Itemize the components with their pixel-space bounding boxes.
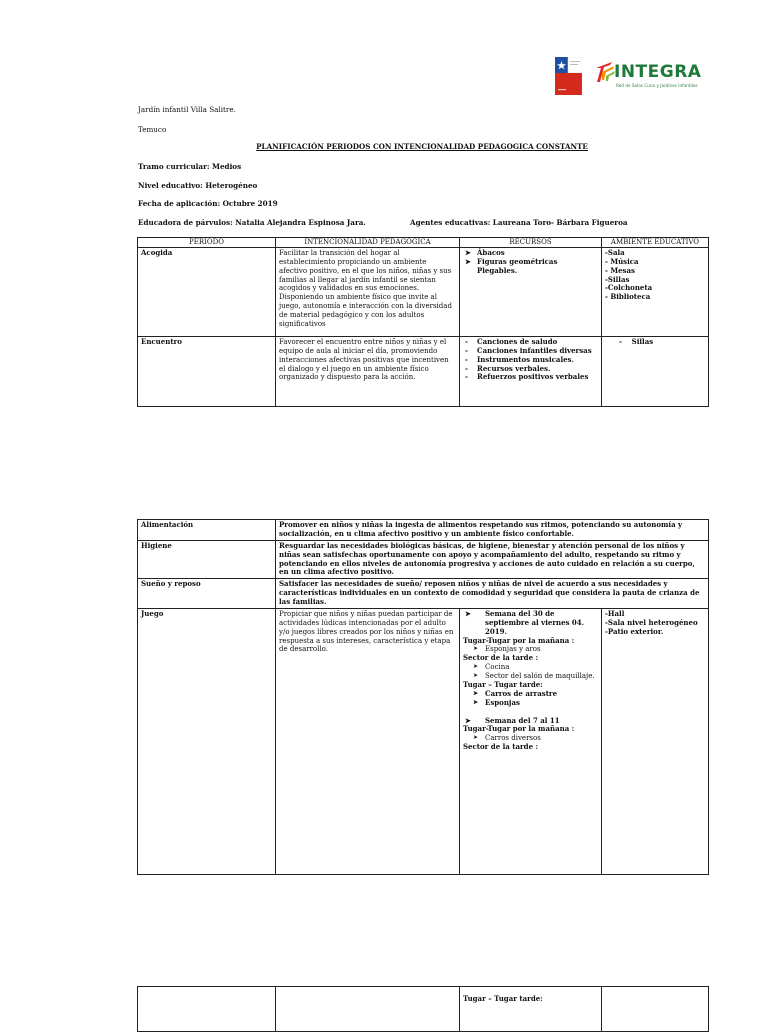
intencion-encuentro: Favorecer el encuentro entre niños y niñas y el equipo de aula al iniciar el día, promoviendo interacciones afectivas positivas que incentiven el dialogo y el juego en un ambiente físico organizado y dispuesto para la acción. (276, 336, 460, 406)
header-periodo: PERIODO (138, 238, 276, 248)
intencion-cell (276, 987, 460, 1032)
agentes-educativas: Agentes educativas: Laureana Toro- Bárbara Figueroa (410, 218, 628, 227)
ambiente-item: - Mesas (605, 265, 635, 275)
ambiente-encuentro: - Sillas (602, 336, 709, 406)
intencion-alimentacion: Promover en niños y niñas la ingesta de alimentos respetando sus ritmos, potenciando su autonomía y socialización, en u clima afectivo positivo y un ambiente físico confortable. (276, 520, 709, 541)
table-header-row (138, 238, 709, 248)
periodo-alimentacion: Alimentación (138, 520, 276, 541)
ambiente-item: -Colchoneta (605, 283, 653, 293)
table-row-sueno (138, 579, 709, 609)
recursos-encuentro (460, 336, 602, 406)
recurso-item: ➤ Carros diversos (463, 734, 598, 743)
educadora: Educadora de párvulos: Natalia Alejandra Espinosa Jara. (138, 218, 366, 227)
table-periodos-3 (137, 986, 709, 1032)
periodo-cell (138, 987, 276, 1032)
recurso-item: - Recursos verbales. (463, 365, 598, 374)
table-periodos-1 (137, 237, 709, 407)
header-intencionalidad: INTENCIONALIDAD PEDAGOGICA (276, 238, 460, 248)
school-name: Jardín infantil Villa Salitre. (138, 105, 236, 114)
recursos-acogida (460, 247, 602, 336)
periodo-higiene: Higiene (138, 540, 276, 579)
recursos-juego (460, 608, 602, 874)
intencion-higiene: Resguardar las necesidades biológicas básicas, de higiene, bienestar y atención personal de los niños y niñas sean satisfechas oportunamente con apoyo y acompañamiento del adulto, respetando su ritmo y potenciando en ellos niveles de autonomía progresiva y acciones de auto cuidado en relación a su cuerpo, en un clima afectivo positivo. (276, 540, 709, 579)
nivel-educativo: Nivel educativo: Heterogéneo (138, 181, 258, 190)
tugar-manana-label: Tugar-Tugar por la mañana : (463, 724, 575, 734)
ambiente-item: - Música (605, 256, 639, 266)
fecha-aplicacion: Fecha de aplicación: Octubre 2019 (138, 199, 278, 208)
recurso-item: ➤ Cocina (463, 663, 598, 672)
periodo-juego: Juego (138, 608, 276, 874)
table-row-acogida (138, 247, 709, 336)
header-recursos: RECURSOS (460, 238, 602, 248)
integra-logo (594, 60, 704, 94)
recurso-item: - Instrumentos musicales. (463, 356, 598, 365)
recurso-item: - Canciones de saludo (463, 338, 598, 347)
document-title: PLANIFICACIÓN PERIODOS CON INTENCIONALIDAD PEDAGOGICA CONSTANTE (256, 142, 588, 151)
table-periodos-2 (137, 519, 709, 875)
ambiente-item: -Sala nivel heterogéneo (605, 617, 698, 627)
recursos-continuation: Tugar – Tugar tarde: (460, 987, 602, 1032)
ambiente-juego (602, 608, 709, 874)
tramo-curricular: Tramo curricular: Medios (138, 162, 242, 171)
table-row-alimentacion (138, 520, 709, 541)
intencion-juego: Propiciar que niños y niñas puedan participar de actividades lúdicas intencionadas por el adulto y/o juegos libres creados por los niños y niñas en respuesta a sus intereses, característica y etapa de desarrollo. (276, 608, 460, 874)
semana-label: ➤ Semana del 30 de septiembre al viernes 04. 2019. (463, 610, 598, 637)
semana-label: ➤ Semana del 7 al 11 (463, 717, 598, 726)
intencion-sueno: Satisfacer las necesidades de sueño/ reposen niños y niñas de nivel de acuerdo a sus necesidades y características individuales en un contexto de comodidad y seguridad que considera la pauta de crianza de las familias. (276, 579, 709, 609)
header-ambiente: AMBIENTE EDUCATIVO (602, 238, 709, 248)
recurso-item: ➤ Esponjas (463, 699, 598, 708)
periodo-sueno: Sueño y reposo (138, 579, 276, 609)
sector-tarde-label: Sector de la tarde : (463, 742, 539, 752)
table-row-encuentro (138, 336, 709, 406)
city-name: Temuco (138, 125, 167, 134)
ambiente-item: -Sillas (605, 274, 630, 284)
ambiente-cell (602, 987, 709, 1032)
table-row-higiene (138, 540, 709, 579)
integra-tagline: Red de Salas Cuna y Jardines Infantiles (616, 83, 698, 88)
ambiente-item: Sillas (631, 336, 654, 346)
periodo-acogida: Acogida (138, 247, 276, 336)
integra-wordmark: INTEGRA (614, 62, 702, 82)
recurso-item: ➤ Ábacos (463, 249, 598, 258)
tugar-manana-label: Tugar-Tugar por la mañana : (463, 635, 575, 645)
ambiente-item: -Patio exterior. (605, 626, 664, 636)
intencion-acogida: Facilitar la transición del hogar al establecimiento propiciando un ambiente afectivo positivo, en el que los niños, niñas y sus familias al llegar al jardín infantil se sientan acogidos y validados en sus emociones. Disponiendo un ambiente físico que invite al juego, autonomía e interacción con la diversidad de material pedagógico y con los adultos significativos (276, 247, 460, 336)
recurso-item: - Canciones infantiles diversas (463, 347, 598, 356)
sector-tarde-label: Sector de la tarde : (463, 653, 539, 663)
periodo-encuentro: Encuentro (138, 336, 276, 406)
recurso-item: ➤ Carros de arrastre (463, 690, 598, 699)
gobierno-de-chile-logo (555, 57, 582, 95)
tugar-tarde-label: Tugar – Tugar tarde: (463, 679, 543, 689)
table-row-continuation (138, 987, 709, 1032)
ambiente-item: - Biblioteca (605, 292, 651, 302)
recurso-item: ➤ Figuras geométricas Plegables. (463, 258, 598, 276)
recurso-item: - Refuerzos positivos verbales (463, 373, 598, 382)
recurso-item: ➤ Sector del salón de maquillaje. (463, 672, 598, 681)
ambiente-acogida (602, 247, 709, 336)
ambiente-item: -Hall (605, 608, 625, 618)
table-row-juego (138, 608, 709, 874)
ambiente-item: -Sala (605, 247, 625, 257)
recurso-item: ➤ Esponjas y aros (463, 645, 598, 654)
